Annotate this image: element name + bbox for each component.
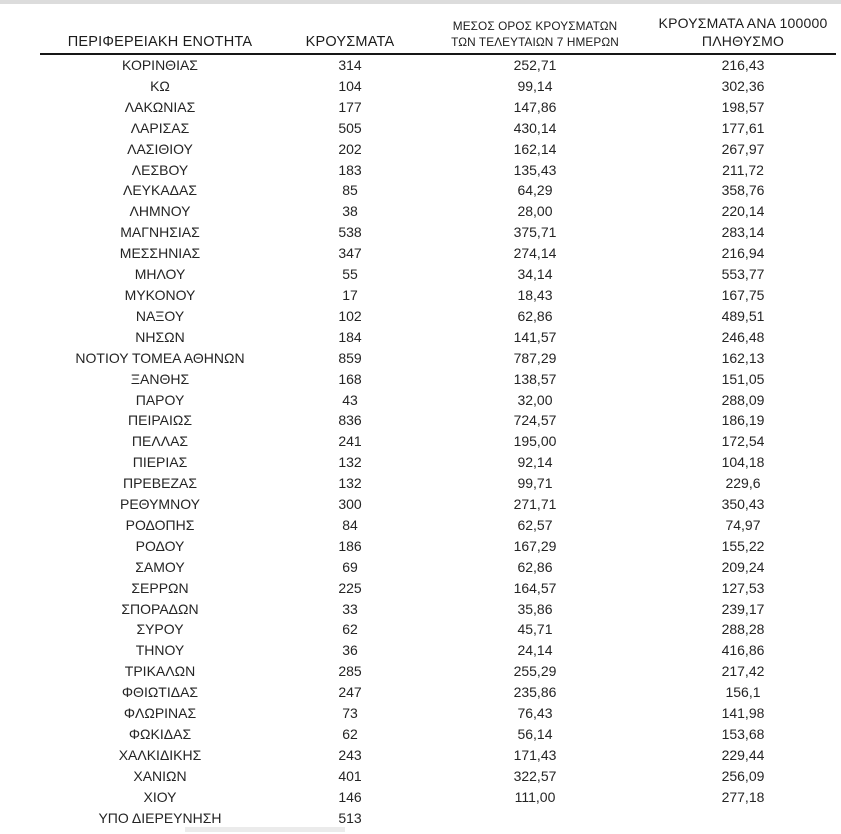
cell-cases: 132 xyxy=(338,475,362,492)
cell-region-name: ΥΠΟ ΔΙΕΡΕΥΝΗΣΗ xyxy=(98,809,222,826)
cell-region-name: ΠΑΡΟΥ xyxy=(135,391,185,408)
cell-region-name: ΛΕΥΚΑΔΑΣ xyxy=(122,182,198,199)
cell-cases: 33 xyxy=(342,600,358,617)
table-row xyxy=(40,76,836,97)
cell-7day-average: 35,86 xyxy=(517,600,553,617)
cell-region-name: ΛΗΜΝΟΥ xyxy=(129,203,191,220)
table-row xyxy=(40,536,836,557)
top-edge-bar xyxy=(0,0,841,4)
table-row xyxy=(40,787,836,808)
cell-cases: 859 xyxy=(338,349,362,366)
table-row xyxy=(40,390,836,411)
cell-7day-average: 18,43 xyxy=(517,286,553,303)
cell-cases: 243 xyxy=(338,746,362,763)
cell-cases: 17 xyxy=(342,286,358,303)
cell-per-100k: 256,09 xyxy=(721,767,765,784)
cell-7day-average: 787,29 xyxy=(513,349,557,366)
cell-per-100k: 217,42 xyxy=(721,663,765,680)
cell-cases: 247 xyxy=(338,684,362,701)
cell-region-name: ΜΗΛΟΥ xyxy=(134,266,186,283)
cell-7day-average: 724,57 xyxy=(513,412,557,429)
cell-7day-average: 64,29 xyxy=(517,182,553,199)
cell-cases: 62 xyxy=(342,726,358,742)
cell-7day-average: 99,71 xyxy=(517,475,553,492)
cell-per-100k: 156,1 xyxy=(725,684,761,701)
table-body xyxy=(40,54,836,829)
cell-7day-average: 235,86 xyxy=(513,684,557,701)
column-header-label-line2: ΠΛΗΘΥΣΜΟ xyxy=(701,32,785,49)
cell-per-100k: 216,94 xyxy=(721,245,765,262)
cell-per-100k: 267,97 xyxy=(721,140,765,157)
table-row xyxy=(40,452,836,473)
cell-region-name: ΛΑΡΙΣΑΣ xyxy=(130,119,190,136)
cell-per-100k: 283,14 xyxy=(721,224,765,241)
cell-region-name: ΦΩΚΙΔΑΣ xyxy=(128,726,192,742)
cell-region-name: ΠΡΕΒΕΖΑΣ xyxy=(122,475,197,492)
table-row xyxy=(40,327,836,348)
cell-cases: 73 xyxy=(342,705,358,722)
cell-cases: 241 xyxy=(338,433,362,450)
cell-region-name: ΤΡΙΚΑΛΩΝ xyxy=(124,663,196,680)
regional-cases-table xyxy=(40,8,836,829)
column-header-label: ΚΡΟΥΣΜΑΤΑ xyxy=(305,34,395,50)
table-row xyxy=(40,180,836,201)
cell-cases: 300 xyxy=(338,496,362,513)
cell-per-100k: 155,22 xyxy=(721,537,765,554)
cell-per-100k: 198,57 xyxy=(721,98,765,115)
cell-region-name: ΠΕΛΛΑΣ xyxy=(131,433,189,450)
table-row xyxy=(40,745,836,766)
cell-per-100k: 162,13 xyxy=(721,349,765,366)
cell-7day-average: 138,57 xyxy=(513,370,557,387)
cell-7day-average: 32,00 xyxy=(517,391,553,408)
table-row xyxy=(40,578,836,599)
table-row xyxy=(40,557,836,578)
cell-per-100k: 167,75 xyxy=(721,286,765,303)
cell-cases: 69 xyxy=(342,558,358,575)
cell-7day-average: 171,43 xyxy=(513,746,557,763)
table-row xyxy=(40,431,836,452)
cell-per-100k: 104,18 xyxy=(721,454,765,471)
cell-cases: 347 xyxy=(338,245,362,262)
cell-cases: 184 xyxy=(338,328,362,345)
cell-region-name: ΝΑΞΟΥ xyxy=(135,307,185,324)
cell-per-100k xyxy=(650,808,836,829)
cell-region-name: ΝΗΣΩΝ xyxy=(135,328,185,345)
column-header-label: ΠΕΡΙΦΕΡΕΙΑΚΗ ΕΝΟΤΗΤΑ xyxy=(67,34,253,50)
cell-7day-average: 195,00 xyxy=(513,433,557,450)
table-row xyxy=(40,640,836,661)
cell-7day-average: 62,57 xyxy=(517,516,553,533)
cell-7day-average: 92,14 xyxy=(517,454,553,471)
table-row xyxy=(40,703,836,724)
cell-cases: 36 xyxy=(342,642,358,659)
table-row xyxy=(40,682,836,703)
cell-per-100k: 209,24 xyxy=(721,558,765,575)
cell-7day-average: 274,14 xyxy=(513,245,557,262)
cell-per-100k: 151,05 xyxy=(721,370,765,387)
cell-7day-average: 45,71 xyxy=(517,621,553,638)
cell-region-name: ΠΕΙΡΑΙΩΣ xyxy=(128,412,192,429)
table-row xyxy=(40,222,836,243)
cell-7day-average: 56,14 xyxy=(517,726,553,742)
cell-region-name: ΡΟΔΟΥ xyxy=(135,537,185,554)
cell-region-name: ΞΑΝΘΗΣ xyxy=(130,370,190,387)
cell-cases: 84 xyxy=(342,516,358,533)
column-header-cases-per-100k xyxy=(650,8,836,54)
table-row xyxy=(40,348,836,369)
table-row xyxy=(40,54,836,76)
cell-cases: 314 xyxy=(338,57,362,73)
cell-region-name: ΦΘΙΩΤΙΔΑΣ xyxy=(121,684,199,701)
cell-region-name: ΦΛΩΡΙΝΑΣ xyxy=(123,705,197,722)
table-row xyxy=(40,118,836,139)
table-row xyxy=(40,473,836,494)
cell-cases: 55 xyxy=(342,266,358,283)
cell-per-100k: 553,77 xyxy=(721,266,765,283)
column-header-label-line2: ΤΩΝ ΤΕΛΕΥΤΑΙΩΝ 7 ΗΜΕΡΩΝ xyxy=(451,34,619,49)
cell-per-100k: 220,14 xyxy=(721,203,765,220)
cell-cases: 505 xyxy=(338,119,362,136)
cutoff-row-fragment xyxy=(185,827,345,832)
cell-7day-average xyxy=(420,808,650,829)
cell-per-100k: 489,51 xyxy=(721,307,765,324)
table-row xyxy=(40,243,836,264)
cell-cases: 104 xyxy=(338,77,362,94)
cell-region-name: ΣΕΡΡΩΝ xyxy=(131,579,189,596)
cell-7day-average: 111,00 xyxy=(514,788,556,805)
cell-cases: 38 xyxy=(342,203,358,220)
cell-7day-average: 147,86 xyxy=(513,98,557,115)
cell-per-100k: 277,18 xyxy=(721,788,765,805)
cell-7day-average: 430,14 xyxy=(513,119,557,136)
cell-cases: 168 xyxy=(338,370,362,387)
column-header-7day-average xyxy=(420,8,650,54)
cell-per-100k: 127,53 xyxy=(721,579,765,596)
cell-per-100k: 229,6 xyxy=(725,475,761,492)
cell-region-name: ΚΟΡΙΝΘΙΑΣ xyxy=(122,57,198,73)
cell-cases: 225 xyxy=(338,579,362,596)
table-row xyxy=(40,410,836,431)
cell-cases: 43 xyxy=(342,391,358,408)
cell-region-name: ΝΟΤΙΟΥ ΤΟΜΕΑ ΑΘΗΝΩΝ xyxy=(75,349,245,366)
cell-cases: 102 xyxy=(338,307,362,324)
cell-per-100k: 246,48 xyxy=(721,328,765,345)
table-row xyxy=(40,139,836,160)
cell-7day-average: 271,71 xyxy=(513,496,557,513)
cell-region-name: ΧΙΟΥ xyxy=(143,788,177,805)
cell-per-100k: 211,72 xyxy=(722,161,764,178)
column-header-label-line1: ΚΡΟΥΣΜΑΤΑ ΑΝΑ 100000 xyxy=(658,14,828,31)
cell-per-100k: 358,76 xyxy=(721,182,765,199)
cell-region-name: ΜΕΣΣΗΝΙΑΣ xyxy=(119,245,201,262)
cell-region-name: ΛΑΣΙΘΙΟΥ xyxy=(127,140,193,157)
header-row xyxy=(40,8,836,54)
cell-7day-average: 252,71 xyxy=(513,57,557,73)
cell-7day-average: 162,14 xyxy=(513,140,557,157)
cell-cases: 62 xyxy=(342,621,358,638)
cell-7day-average: 375,71 xyxy=(513,224,557,241)
cell-7day-average: 141,57 xyxy=(513,328,557,345)
cell-region-name: ΛΕΣΒΟΥ xyxy=(131,161,189,178)
cell-region-name: ΡΟΔΟΠΗΣ xyxy=(125,516,195,533)
cell-per-100k: 229,44 xyxy=(721,746,765,763)
cell-cases: 202 xyxy=(338,140,362,157)
cell-cases: 146 xyxy=(338,788,362,805)
cell-region-name: ΣΑΜΟΥ xyxy=(135,558,185,575)
cell-per-100k: 288,09 xyxy=(721,391,765,408)
regional-cases-table-container xyxy=(40,8,836,829)
cell-per-100k: 239,17 xyxy=(721,600,765,617)
cell-per-100k: 216,43 xyxy=(721,57,765,73)
table-row xyxy=(40,160,836,181)
cell-cases: 836 xyxy=(338,412,362,429)
cell-cases: 186 xyxy=(338,537,362,554)
table-row xyxy=(40,285,836,306)
cell-per-100k: 288,28 xyxy=(721,621,765,638)
table-row xyxy=(40,724,836,745)
cell-region-name: ΛΑΚΩΝΙΑΣ xyxy=(124,98,196,115)
cell-per-100k: 141,98 xyxy=(721,705,765,722)
cell-7day-average: 62,86 xyxy=(517,558,553,575)
cell-cases: 538 xyxy=(338,224,362,241)
cell-per-100k: 177,61 xyxy=(721,119,765,136)
cell-per-100k: 186,19 xyxy=(721,412,765,429)
table-row xyxy=(40,766,836,787)
cell-7day-average: 135,43 xyxy=(513,161,557,178)
cell-region-name: ΤΗΝΟΥ xyxy=(135,642,185,659)
cell-per-100k: 302,36 xyxy=(721,77,765,94)
cell-cases: 177 xyxy=(338,98,362,115)
column-header-label-line1: ΜΕΣΟΣ ΟΡΟΣ ΚΡΟΥΣΜΑΤΩΝ xyxy=(452,19,618,34)
cell-7day-average: 76,43 xyxy=(517,705,553,722)
cell-7day-average: 62,86 xyxy=(517,307,553,324)
cell-region-name: ΜΑΓΝΗΣΙΑΣ xyxy=(120,224,200,241)
table-row xyxy=(40,201,836,222)
cell-region-name: ΧΑΝΙΩΝ xyxy=(133,767,187,784)
cell-region-name: ΡΕΘΥΜΝΟΥ xyxy=(119,496,200,513)
cell-cases: 85 xyxy=(342,182,358,199)
cell-region-name: ΣΥΡΟΥ xyxy=(136,621,184,638)
cell-cases: 183 xyxy=(338,161,362,178)
table-row xyxy=(40,369,836,390)
cell-cases: 285 xyxy=(338,663,362,680)
table-row xyxy=(40,97,836,118)
table-row xyxy=(40,599,836,620)
cell-7day-average: 28,00 xyxy=(517,203,553,220)
cell-region-name: ΧΑΛΚΙΔΙΚΗΣ xyxy=(118,746,202,763)
table-row xyxy=(40,619,836,640)
table-row xyxy=(40,264,836,285)
cell-region-name: ΜΥΚΟΝΟΥ xyxy=(124,286,196,303)
cell-7day-average: 34,14 xyxy=(517,266,553,283)
cell-per-100k: 74,97 xyxy=(725,516,761,533)
table-row xyxy=(40,661,836,682)
cell-region-name: ΠΙΕΡΙΑΣ xyxy=(132,454,188,471)
cell-cases: 132 xyxy=(338,454,362,471)
cell-per-100k: 172,54 xyxy=(721,433,765,450)
cell-per-100k: 350,43 xyxy=(721,496,765,513)
table-row xyxy=(40,494,836,515)
cell-cases: 513 xyxy=(338,809,362,826)
cell-7day-average: 167,29 xyxy=(513,537,557,554)
cell-region-name: ΣΠΟΡΑΔΩΝ xyxy=(121,600,199,617)
table-row xyxy=(40,515,836,536)
cell-7day-average: 99,14 xyxy=(517,77,553,94)
table-header xyxy=(40,8,836,54)
table-row xyxy=(40,808,836,829)
cell-per-100k: 153,68 xyxy=(721,726,765,742)
cell-7day-average: 255,29 xyxy=(513,663,557,680)
cell-cases: 401 xyxy=(338,767,362,784)
cell-7day-average: 164,57 xyxy=(513,579,557,596)
table-row xyxy=(40,306,836,327)
column-header-regional-unit xyxy=(40,8,280,54)
cell-per-100k: 416,86 xyxy=(721,642,765,659)
column-header-cases xyxy=(280,8,420,54)
cell-7day-average: 322,57 xyxy=(513,767,557,784)
cell-region-name: ΚΩ xyxy=(150,77,170,94)
cell-7day-average: 24,14 xyxy=(517,642,553,659)
